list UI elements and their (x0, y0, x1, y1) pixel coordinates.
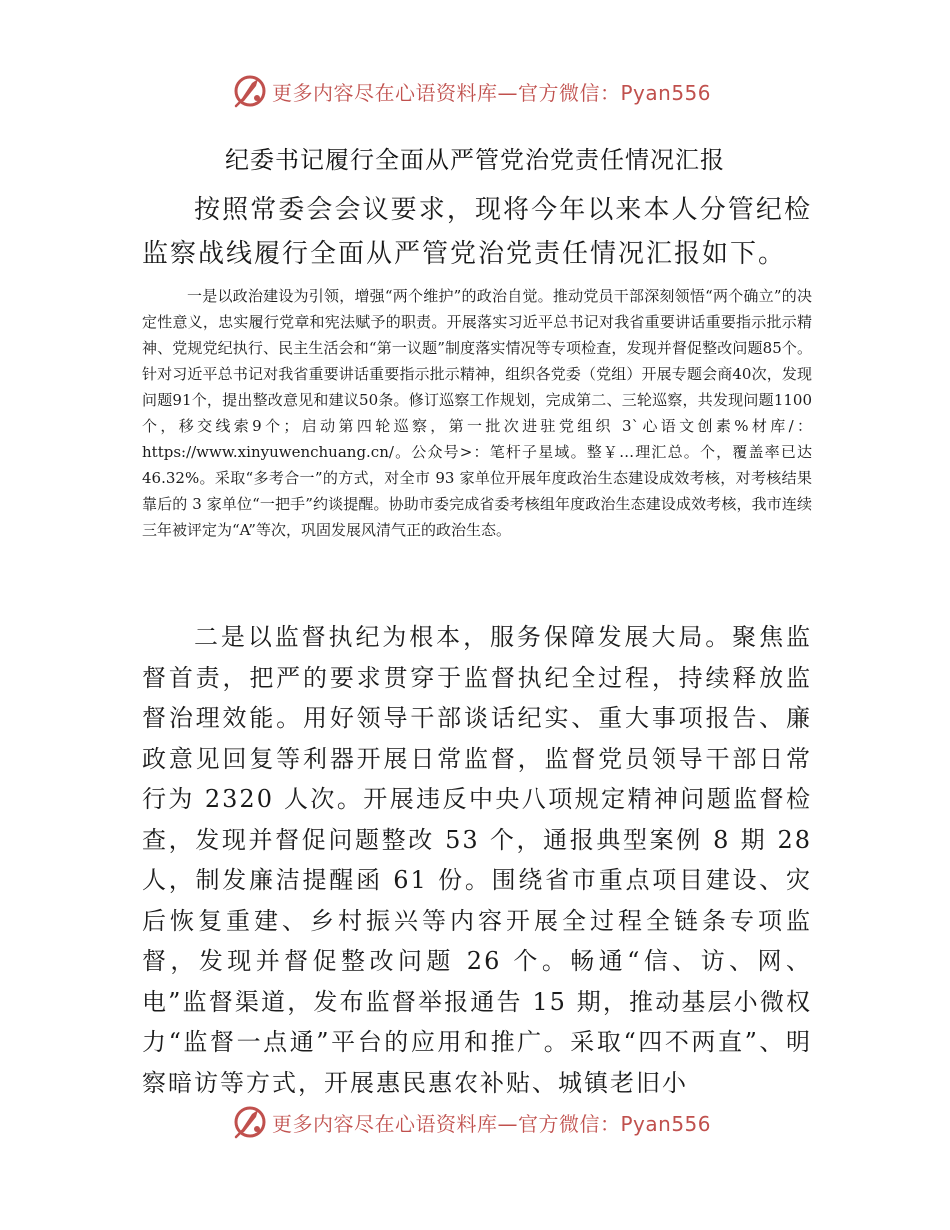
header-banner-text: 更多内容尽在心语资料库—官方微信：Pyan556 (272, 80, 712, 105)
paragraph-political-construction: 一是以政治建设为引领，增强“两个维护”的政治自觉。推动党员干部深刻领悟“两个确立”的决定性意义，忠实履行党章和宪法赋予的职责。开展落实习近平总书记对我省重要讲话重要指示批示精神、党规党纪执行、民主生活会和“第一议题”制度落实情况等专项检查，发现并督促整改问题85个。针对习近平总书记对我省重要讲话重要指示批示精神，组织各党委（党组）开展专题会商40次，发现问题91个，提出整改意见和建议50条。修订巡察工作规划，完成第二、三轮巡察，共发现问题1100个，移交线索9个；启动第四轮巡察，第一批次进驻党组织 3`心语文创素%材库/：https://www.xinyuwenchuang.cn/。公众号>：笔杆子星域。整￥…理汇总。个，覆盖率已达 46.32%。采取“多考合一”的方式，对全市 93 家单位开展年度政治生态建设成效考核，对考核结果靠后的 3 家单位“一把手”约谈提醒。协助市委完成省委考核组年度政治生态建设成效考核，我市连续三年被评定为“A”等次，巩固发展风清气正的政治生态。 (142, 287, 812, 539)
footer-banner-text: 更多内容尽在心语资料库—官方微信：Pyan556 (272, 1111, 712, 1136)
header-banner (232, 71, 711, 111)
footer-banner (232, 1102, 711, 1142)
document-title: 纪委书记履行全面从严管党治党责任情况汇报 (225, 146, 725, 174)
intro-paragraph: 按照常委会会议要求，现将今年以来本人分管纪检监察战线履行全面从严管党治党责任情况汇报如下。 (142, 195, 812, 269)
quill-pen-logo-icon (232, 1104, 268, 1140)
paragraph-supervision-discipline: 二是以监督执纪为根本，服务保障发展大局。聚焦监督首责，把严的要求贯穿于监督执纪全过程，持续释放监督治理效能。用好领导干部谈话纪实、重大事项报告、廉政意见回复等利器开展日常监督，监督党员领导干部日常行为 2320 人次。开展违反中央八项规定精神问题监督检查，发现并督促问题整改 53 个，通报典型案例 8 期 28 人，制发廉洁提醒函 61 份。围绕省市重点项目建设、灾后恢复重建、乡村振兴等内容开展全过程全链条专项监督，发现并督促整改问题 26 个。畅通“信、访、网、电”监督渠道，发布监督举报通告 15 期，推动基层小微权力“监督一点通”平台的应用和推广。采取“四不两直”、明察暗访等方式，开展惠民惠农补贴、城镇老旧小 (142, 623, 812, 1097)
quill-pen-logo-icon (232, 73, 268, 109)
